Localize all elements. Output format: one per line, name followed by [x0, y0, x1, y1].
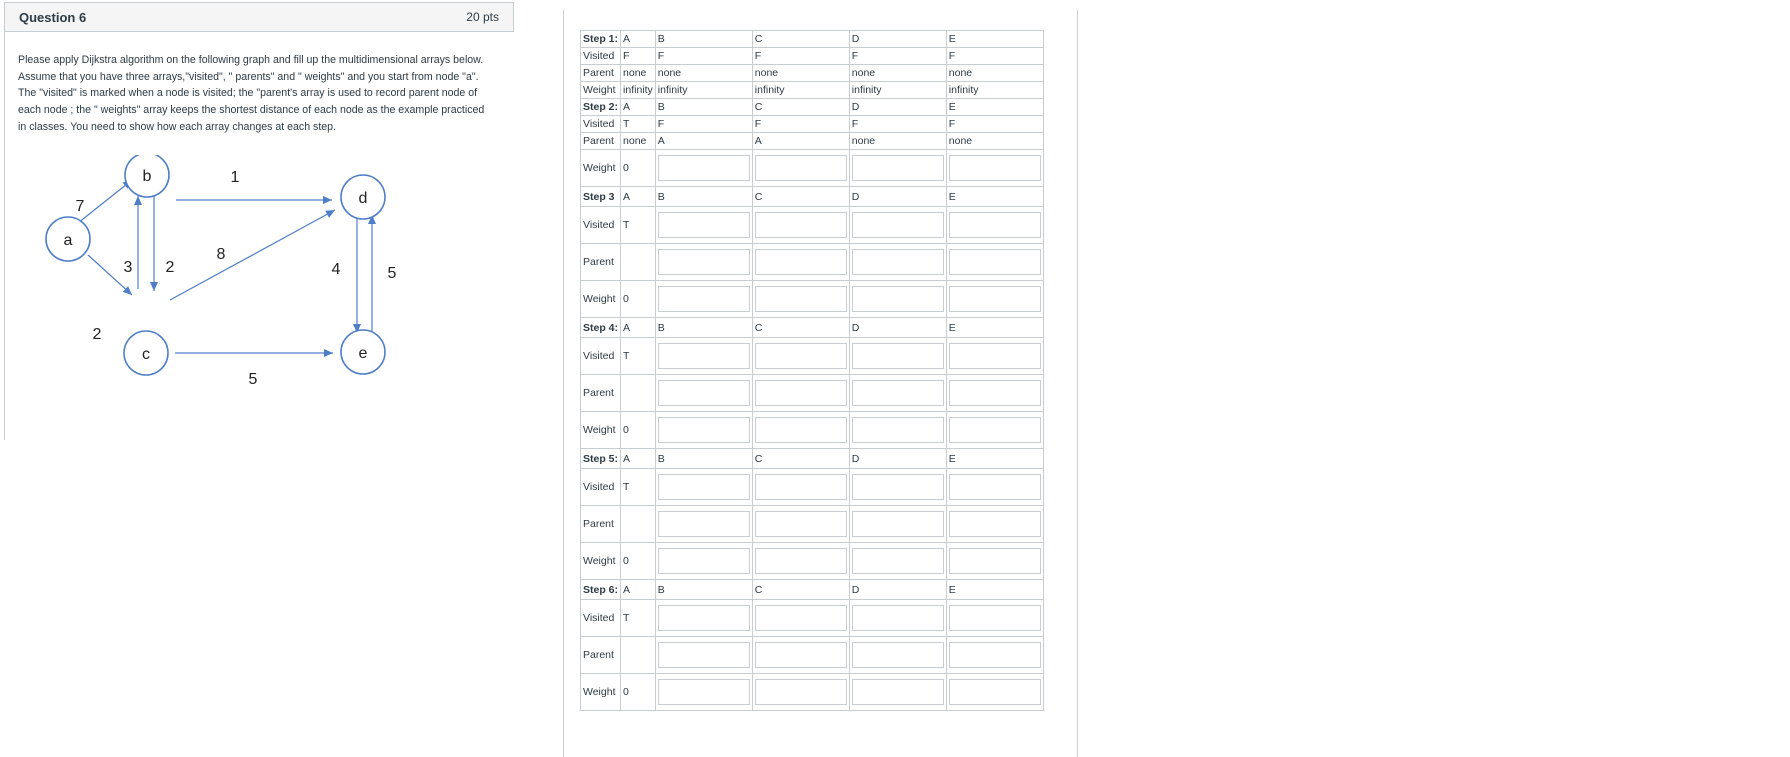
step-label: Step 2:: [581, 99, 621, 116]
table-row: [581, 65, 1044, 82]
answer-input[interactable]: [658, 343, 750, 369]
column-e: E: [946, 187, 1043, 207]
cell: F: [849, 116, 946, 133]
answer-input[interactable]: [658, 212, 750, 238]
row-label-parent: Parent: [581, 133, 621, 150]
table-row: [581, 449, 1044, 469]
column-a: A: [621, 449, 656, 469]
answer-input[interactable]: [755, 212, 847, 238]
answer-input[interactable]: [658, 474, 750, 500]
cell: [621, 244, 656, 281]
step-label: Step 6:: [581, 580, 621, 600]
column-d: D: [849, 580, 946, 600]
answer-input[interactable]: [852, 343, 944, 369]
question-text: [18, 52, 508, 136]
cell: F: [849, 48, 946, 65]
answer-input[interactable]: [949, 642, 1041, 668]
column-c: C: [752, 31, 849, 48]
cell: infinity: [621, 82, 656, 99]
answer-cell: [946, 207, 1043, 244]
answer-input[interactable]: [658, 286, 750, 312]
answer-input[interactable]: [852, 380, 944, 406]
column-e: E: [946, 318, 1043, 338]
edge-weight-c-e: 5: [248, 371, 258, 388]
answer-input[interactable]: [949, 380, 1041, 406]
step-label: Step 3: [581, 187, 621, 207]
answer-cell: [752, 244, 849, 281]
step-label: Step 4:: [581, 318, 621, 338]
answer-input[interactable]: [852, 212, 944, 238]
column-c: C: [752, 187, 849, 207]
answer-cell: [946, 543, 1043, 580]
answer-input[interactable]: [852, 474, 944, 500]
answer-cell: [946, 150, 1043, 187]
answer-input[interactable]: [658, 511, 750, 537]
answer-input[interactable]: [949, 605, 1041, 631]
answer-input[interactable]: [852, 548, 944, 574]
answer-cell: [655, 281, 752, 318]
table-row: [581, 375, 1044, 412]
answer-input[interactable]: [755, 249, 847, 275]
answer-cell: [849, 637, 946, 674]
column-d: D: [849, 99, 946, 116]
column-e: E: [946, 449, 1043, 469]
answer-input[interactable]: [658, 417, 750, 443]
table-row: [581, 600, 1044, 637]
answer-input[interactable]: [755, 548, 847, 574]
dijkstra-arrays-table: [580, 30, 1044, 711]
answer-input[interactable]: [755, 642, 847, 668]
answer-input[interactable]: [949, 679, 1041, 705]
step-label: Step 1:: [581, 31, 621, 48]
table-row: [581, 543, 1044, 580]
row-label-visited: Visited: [581, 48, 621, 65]
node-label-a: a: [63, 232, 73, 249]
answer-cell: [946, 281, 1043, 318]
answer-input[interactable]: [852, 286, 944, 312]
edge-weight-a-b: 7: [75, 198, 85, 215]
cell: 0: [621, 150, 656, 187]
answer-cell: [752, 338, 849, 375]
answer-cell: [655, 375, 752, 412]
answer-cell: [752, 375, 849, 412]
cell: 0: [621, 412, 656, 449]
answer-input[interactable]: [949, 286, 1041, 312]
cell: infinity: [655, 82, 752, 99]
edge-weight-b-c: 2: [165, 259, 175, 276]
answer-cell: [946, 637, 1043, 674]
node-label-d: d: [358, 190, 368, 207]
answer-input[interactable]: [949, 155, 1041, 181]
question-header: [4, 2, 514, 32]
answer-cell: [655, 600, 752, 637]
node-label-b: b: [142, 168, 152, 185]
question-text-line: in classes. You need to show how each array changes at each step.: [18, 120, 337, 133]
answer-cell: [849, 244, 946, 281]
table-row: [581, 281, 1044, 318]
row-label-visited: Visited: [581, 600, 621, 637]
answer-cell: [655, 412, 752, 449]
cell: none: [946, 133, 1043, 150]
node-label-c: c: [142, 346, 150, 363]
step-label: Step 5:: [581, 449, 621, 469]
cell: 0: [621, 674, 656, 711]
column-c: C: [752, 318, 849, 338]
answer-input[interactable]: [852, 642, 944, 668]
answer-cell: [752, 469, 849, 506]
answer-cell: [946, 600, 1043, 637]
column-b: B: [655, 187, 752, 207]
row-label-weight: Weight: [581, 674, 621, 711]
table-row: [581, 48, 1044, 65]
cell: T: [621, 116, 656, 133]
answer-cell: [946, 244, 1043, 281]
answer-cell: [655, 469, 752, 506]
answer-input[interactable]: [755, 286, 847, 312]
cell: T: [621, 469, 656, 506]
edge-weight-a-c: 2: [92, 326, 102, 343]
column-a: A: [621, 31, 656, 48]
row-label-visited: Visited: [581, 469, 621, 506]
row-label-visited: Visited: [581, 116, 621, 133]
table-row: [581, 244, 1044, 281]
edge-weight-b-d: 1: [230, 169, 240, 186]
answer-cell: [655, 674, 752, 711]
answer-cell: [946, 674, 1043, 711]
column-a: A: [621, 580, 656, 600]
answer-input[interactable]: [852, 417, 944, 443]
cell: none: [655, 65, 752, 82]
edge-weight-c-b: 3: [123, 259, 133, 276]
cell: none: [752, 65, 849, 82]
row-label-parent: Parent: [581, 375, 621, 412]
answer-cell: [849, 543, 946, 580]
answer-input[interactable]: [658, 642, 750, 668]
edge-a-b: [75, 180, 132, 223]
answer-cell: [752, 600, 849, 637]
answer-cell: [849, 600, 946, 637]
answer-input[interactable]: [658, 249, 750, 275]
answer-input[interactable]: [949, 417, 1041, 443]
table-row: [581, 150, 1044, 187]
table-row: [581, 637, 1044, 674]
column-c: C: [752, 449, 849, 469]
row-label-visited: Visited: [581, 207, 621, 244]
edge-c-d: [170, 210, 335, 300]
cell: A: [752, 133, 849, 150]
answer-cell: [752, 506, 849, 543]
answer-cell: [849, 281, 946, 318]
cell: infinity: [946, 82, 1043, 99]
column-e: E: [946, 31, 1043, 48]
answer-input[interactable]: [949, 343, 1041, 369]
table-row: [581, 187, 1044, 207]
question-text-line: Please apply Dijkstra algorithm on the following graph and fill up the multidimensional arrays below.: [18, 54, 484, 66]
cell: A: [655, 133, 752, 150]
answer-cell: [849, 207, 946, 244]
answer-cell: [752, 207, 849, 244]
cell: none: [946, 65, 1043, 82]
answer-input[interactable]: [852, 511, 944, 537]
question-points: 20 pts: [466, 10, 499, 24]
cell: infinity: [752, 82, 849, 99]
cell: T: [621, 207, 656, 244]
question-title: Question 6: [19, 9, 87, 25]
answer-input[interactable]: [755, 343, 847, 369]
question-left-border: [4, 32, 5, 440]
table-row: [581, 133, 1044, 150]
table-row: [581, 116, 1044, 133]
column-d: D: [849, 449, 946, 469]
node-label-e: e: [358, 345, 368, 362]
answer-cell: [752, 150, 849, 187]
row-label-parent: Parent: [581, 65, 621, 82]
answer-input[interactable]: [658, 380, 750, 406]
answer-cell: [849, 674, 946, 711]
question-text-line: The "visited" is marked when a node is visited; the "parent's array is used to record parent node of: [18, 87, 478, 100]
table-row: [581, 469, 1044, 506]
column-a: A: [621, 187, 656, 207]
column-c: C: [752, 99, 849, 116]
cell: F: [655, 48, 752, 65]
answer-input[interactable]: [658, 605, 750, 631]
row-label-parent: Parent: [581, 506, 621, 543]
answer-cell: [946, 412, 1043, 449]
edge-weight-c-d: 8: [216, 246, 226, 263]
cell: none: [849, 133, 946, 150]
cell: F: [946, 48, 1043, 65]
answer-input[interactable]: [949, 249, 1041, 275]
answer-cell: [946, 469, 1043, 506]
answer-input[interactable]: [852, 679, 944, 705]
column-e: E: [946, 580, 1043, 600]
answer-cell: [849, 469, 946, 506]
answer-cell: [849, 506, 946, 543]
answer-cell: [946, 338, 1043, 375]
table-row: [581, 412, 1044, 449]
column-b: B: [655, 449, 752, 469]
answer-input[interactable]: [949, 511, 1041, 537]
cell: F: [946, 116, 1043, 133]
edge-weight-e-d: 5: [387, 265, 397, 282]
answer-cell: [655, 637, 752, 674]
table-row: [581, 318, 1044, 338]
answer-input[interactable]: [852, 155, 944, 181]
cell: F: [752, 48, 849, 65]
answer-input[interactable]: [852, 605, 944, 631]
answer-cell: [849, 338, 946, 375]
answer-cell: [946, 506, 1043, 543]
answer-panel: [563, 10, 1078, 757]
answer-input[interactable]: [852, 249, 944, 275]
column-d: D: [849, 318, 946, 338]
answer-input[interactable]: [755, 380, 847, 406]
cell: F: [752, 116, 849, 133]
row-label-weight: Weight: [581, 412, 621, 449]
cell: [621, 506, 656, 543]
column-a: A: [621, 318, 656, 338]
cell: [621, 375, 656, 412]
answer-cell: [946, 375, 1043, 412]
answer-input[interactable]: [949, 474, 1041, 500]
answer-cell: [752, 674, 849, 711]
answer-input[interactable]: [755, 605, 847, 631]
table-row: [581, 207, 1044, 244]
row-label-weight: Weight: [581, 281, 621, 318]
row-label-visited: Visited: [581, 338, 621, 375]
answer-cell: [849, 412, 946, 449]
answer-input[interactable]: [755, 417, 847, 443]
answer-input[interactable]: [755, 155, 847, 181]
question-text-line: Assume that you have three arrays,"visited", " parents" and " weights" and you start from node "a".: [18, 70, 479, 83]
answer-cell: [849, 150, 946, 187]
answer-input[interactable]: [658, 548, 750, 574]
question-text-line: each node ; the " weights" array keeps the shortest distance of each node as the example practiced: [18, 104, 485, 117]
row-label-parent: Parent: [581, 244, 621, 281]
cell: none: [621, 133, 656, 150]
row-label-weight: Weight: [581, 82, 621, 99]
column-b: B: [655, 318, 752, 338]
answer-cell: [655, 543, 752, 580]
column-d: D: [849, 187, 946, 207]
row-label-weight: Weight: [581, 543, 621, 580]
table-row: [581, 82, 1044, 99]
column-e: E: [946, 99, 1043, 116]
cell: none: [849, 65, 946, 82]
answer-cell: [655, 244, 752, 281]
answer-cell: [752, 281, 849, 318]
answer-input[interactable]: [658, 155, 750, 181]
answer-input[interactable]: [755, 679, 847, 705]
answer-cell: [752, 543, 849, 580]
row-label-weight: Weight: [581, 150, 621, 187]
column-c: C: [752, 580, 849, 600]
answer-cell: [655, 338, 752, 375]
answer-cell: [655, 506, 752, 543]
cell: 0: [621, 543, 656, 580]
cell: T: [621, 338, 656, 375]
answer-cell: [752, 412, 849, 449]
cell: T: [621, 600, 656, 637]
cell: none: [621, 65, 656, 82]
column-b: B: [655, 31, 752, 48]
column-d: D: [849, 31, 946, 48]
cell: [621, 637, 656, 674]
answer-input[interactable]: [755, 474, 847, 500]
cell: F: [621, 48, 656, 65]
answer-cell: [849, 375, 946, 412]
answer-input[interactable]: [949, 212, 1041, 238]
answer-input[interactable]: [755, 511, 847, 537]
row-label-parent: Parent: [581, 637, 621, 674]
table-row: [581, 506, 1044, 543]
column-b: B: [655, 580, 752, 600]
column-a: A: [621, 99, 656, 116]
answer-cell: [655, 150, 752, 187]
table-row: [581, 580, 1044, 600]
table-row: [581, 99, 1044, 116]
table-row: [581, 31, 1044, 48]
column-b: B: [655, 99, 752, 116]
cell: infinity: [849, 82, 946, 99]
dijkstra-graph: [30, 155, 410, 405]
answer-input[interactable]: [949, 548, 1041, 574]
cell: 0: [621, 281, 656, 318]
edge-weight-d-e: 4: [331, 261, 341, 278]
answer-input[interactable]: [658, 679, 750, 705]
table-row: [581, 338, 1044, 375]
answer-cell: [752, 637, 849, 674]
table-row: [581, 674, 1044, 711]
cell: F: [655, 116, 752, 133]
answer-cell: [655, 207, 752, 244]
